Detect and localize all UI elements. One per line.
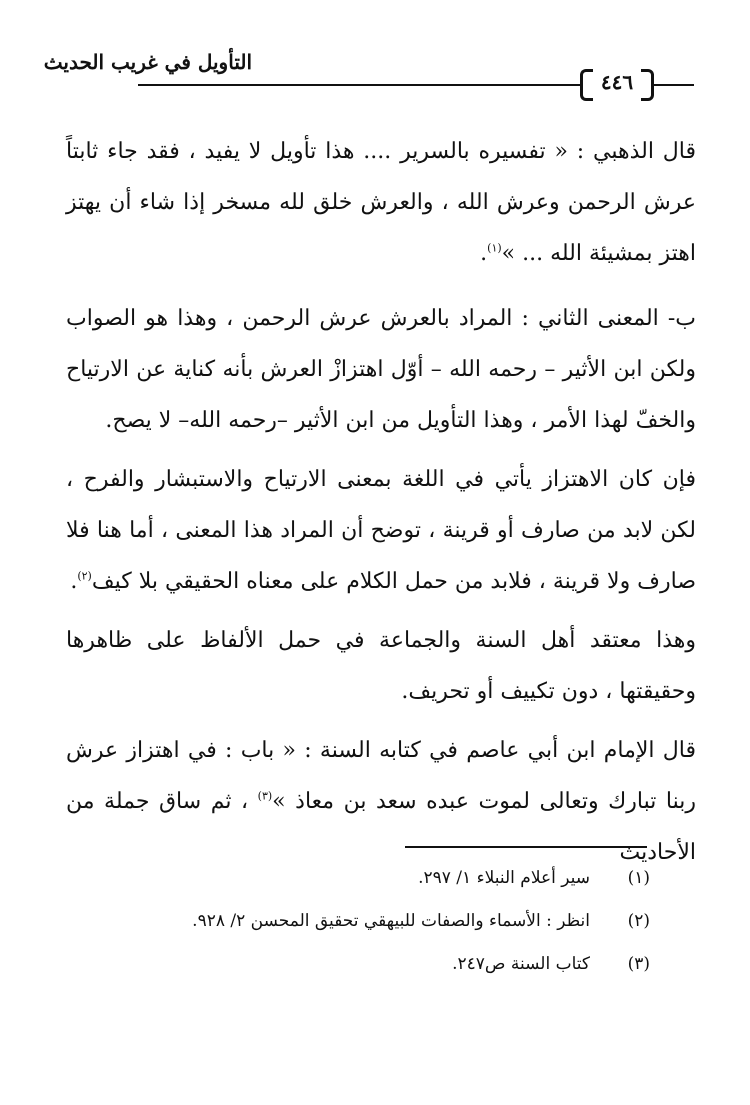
footnote-text: سير أعلام النبلاء ١/ ٢٩٧. [418, 868, 590, 888]
body-text [66, 126, 696, 886]
paragraph-1-text: قال الذهبي : « تفسيره بالسرير .... هذا تأويل لا يفيد ، فقد جاء ثابتاً عرش الرحمن وعرش الله ، والعرش خلق لله مسخر إذا شاء أن يهتز اهتز بمشيئة الله ... » [66, 139, 696, 266]
footnote-text: انظر : الأسماء والصفات للبيهقي تحقيق المحسن ٢/ ٩٢٨. [192, 911, 590, 931]
footnote-item [150, 911, 650, 954]
paragraph-5 [66, 725, 696, 878]
paragraph-3 [66, 454, 696, 607]
paragraph-4-text: وهذا معتقد أهل السنة والجماعة في حمل الألفاظ على ظاهرها وحقيقتها ، دون تكييف أو تحريف. [66, 628, 696, 704]
footnote-item [150, 954, 650, 997]
footnote-ref-2: (٢) [77, 569, 92, 583]
paragraph-1 [66, 126, 696, 279]
paragraph-5-tail: ، ثم ساق جملة من الأحاديث [66, 789, 696, 865]
footnote-number: (١) [627, 868, 650, 888]
paragraph-1-tail: . [480, 241, 488, 266]
footnote-item [150, 868, 650, 911]
paragraph-2-text: ب- المعنى الثاني : المراد بالعرش عرش الرحمن ، وهذا هو الصواب ولكن ابن الأثير – رحمه الله – أوّل اهتزازْ العرش بأنه كناية عن الارتياح والخفّ لهذا الأمر ، وهذا التأويل من ابن الأثير –رحمه الله– لا يصح. [66, 306, 696, 433]
footnote-number: (٢) [627, 911, 650, 931]
footnote-ref-3: (٣) [257, 789, 273, 803]
paragraph-3-text: فإن كان الاهتزاز يأتي في اللغة بمعنى الارتياح والاستبشار والفرح ، لكن لابد من صارف أو قرينة ، توضح أن المراد هذا المعنى ، أما هنا فلا صارف ولا قرينة ، فلابد من حمل الكلام على معناه الحقيقي بلا كيف [66, 467, 696, 594]
page-number-frame [580, 69, 654, 99]
paragraph-2 [66, 293, 696, 446]
footnote-separator [405, 846, 647, 848]
paragraph-5-text: قال الإمام ابن أبي عاصم في كتابه السنة : « باب : في اهتزاز عرش ربنا تبارك وتعالى لموت عبده سعد بن معاذ » [66, 738, 696, 814]
page-number: ٤٤٦ [600, 70, 634, 94]
footnote-ref-1: (١) [487, 241, 502, 255]
footnote-text: كتاب السنة ص٢٤٧. [452, 954, 590, 974]
footnote-number: (٣) [627, 954, 650, 974]
running-title: التأويل في غريب الحديث [43, 50, 252, 74]
footnotes [150, 868, 650, 997]
paragraph-3-tail: . [70, 569, 78, 594]
bracket-right-ornament [641, 69, 654, 101]
paragraph-4 [66, 615, 696, 717]
